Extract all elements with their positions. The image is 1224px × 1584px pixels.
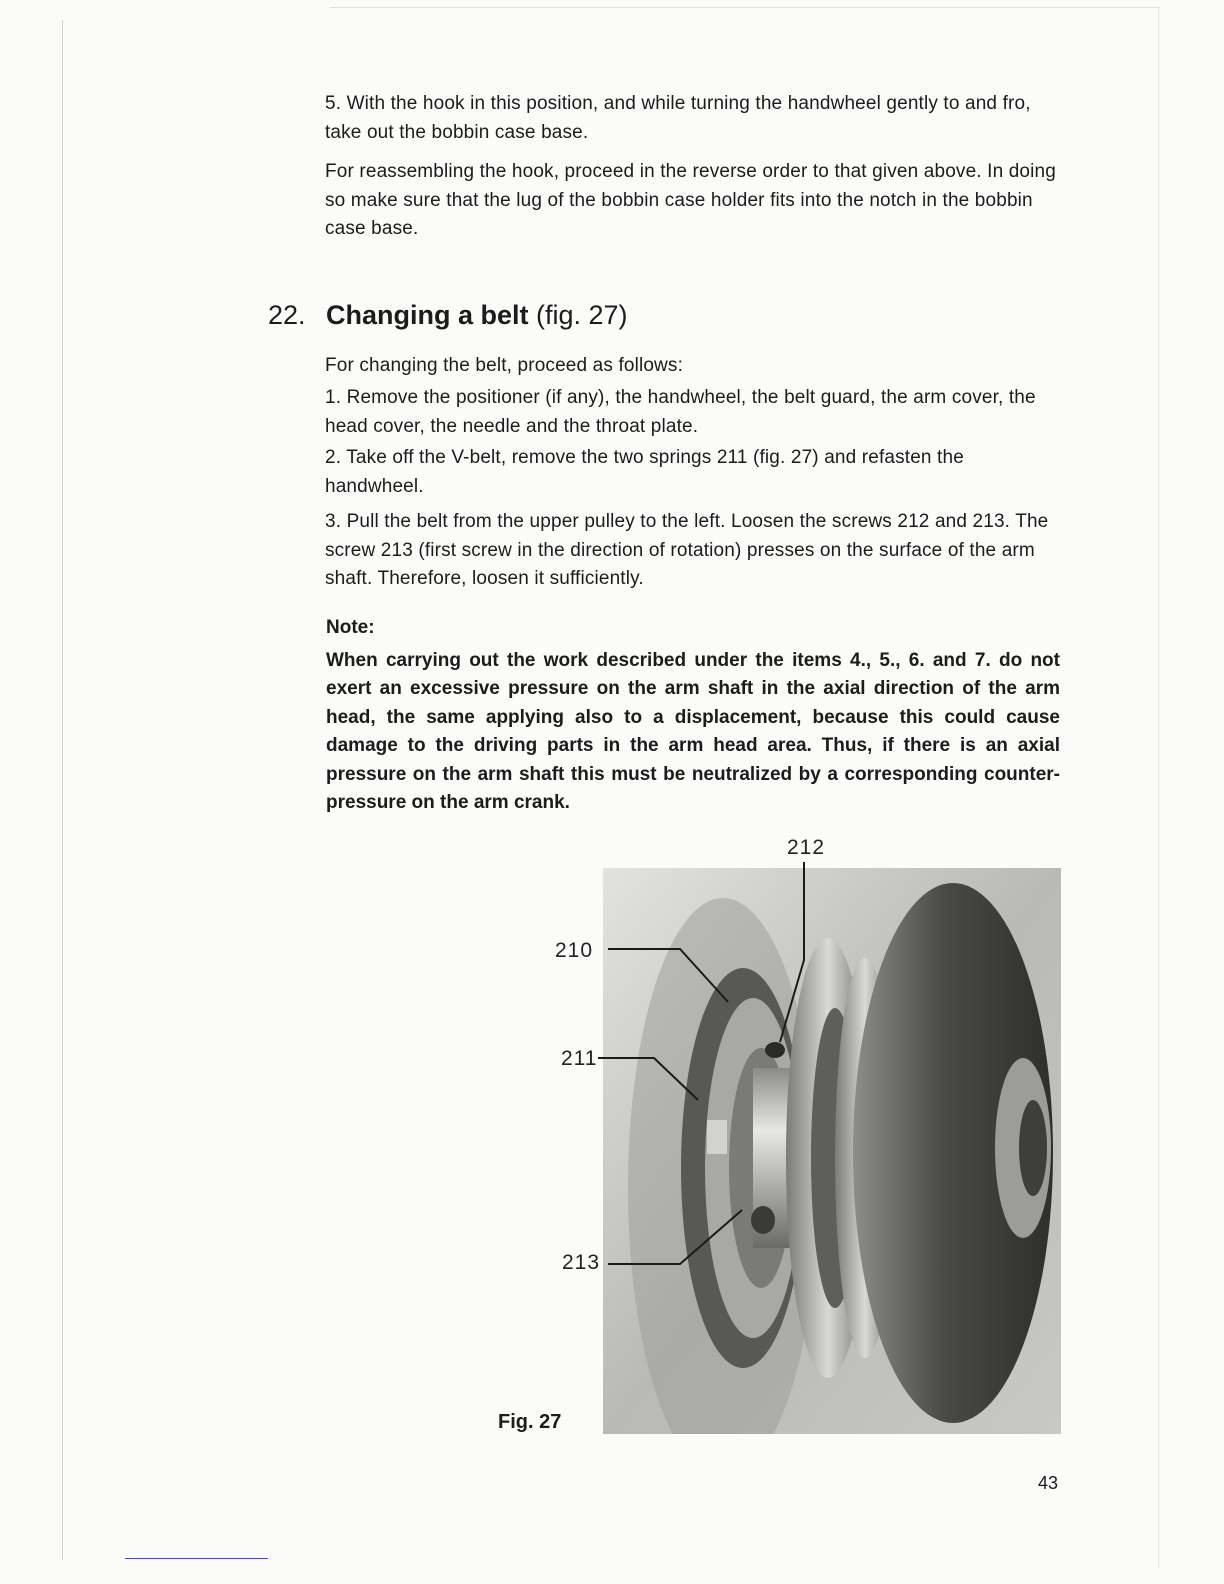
note-label: Note: [326, 617, 375, 638]
intro-text: For changing the belt, proceed as follows: [325, 355, 684, 376]
scan-edge-top [330, 7, 1160, 8]
callout-210: 210 [555, 939, 594, 962]
callout-211: 211 [561, 1047, 598, 1070]
section-number: 22. [268, 300, 306, 330]
page-number: 43 [1038, 1473, 1059, 1493]
scan-edge-left [62, 20, 63, 1560]
section-figure-ref: (fig. 27) [536, 300, 628, 330]
scan-edge-right [1158, 8, 1159, 1568]
step-2-text: 2. Take off the V-belt, remove the two springs 211 (fig. 27) and refasten the handwheel. [325, 447, 964, 497]
callout-213: 213 [562, 1251, 601, 1274]
note-text: When carrying out the work described under the items 4., 5., 6. and 7. do not exert an excessive pressure on the arm shaft in the axial direction of the arm head, the same applying also to a displacement, because this could cause damage to the driving parts in the arm head area. Thus, if there is an axial pressure on the arm shaft this must be neutralized by a corresponding counter-pressure on the arm crank. [326, 650, 1060, 814]
reassembly-text: For reassembling the hook, proceed in the reverse order to that given above. In doing so make sure that the lug of the bobbin case holder fits into the notch in the bobbin case base. [325, 161, 1056, 239]
figure-27-photo [603, 868, 1061, 1434]
section-title: Changing a belt [326, 300, 529, 330]
bottom-rule [125, 1558, 268, 1559]
step-3-text: 3. Pull the belt from the upper pulley to the left. Loosen the screws 212 and 213. The screw 213 (first screw in the direction of rotation) presses on the surface of the arm shaft. Therefore, loosen it sufficiently. [325, 511, 1049, 589]
step-5-text: 5. With the hook in this position, and while turning the handwheel gently to and fro, take out the bobbin case base. [325, 93, 1031, 143]
section-heading [268, 300, 628, 331]
figure-caption: Fig. 27 [498, 1411, 562, 1433]
step-1-text: 1. Remove the positioner (if any), the handwheel, the belt guard, the arm cover, the head cover, the needle and the throat plate. [325, 387, 1036, 437]
callout-212: 212 [787, 836, 826, 859]
